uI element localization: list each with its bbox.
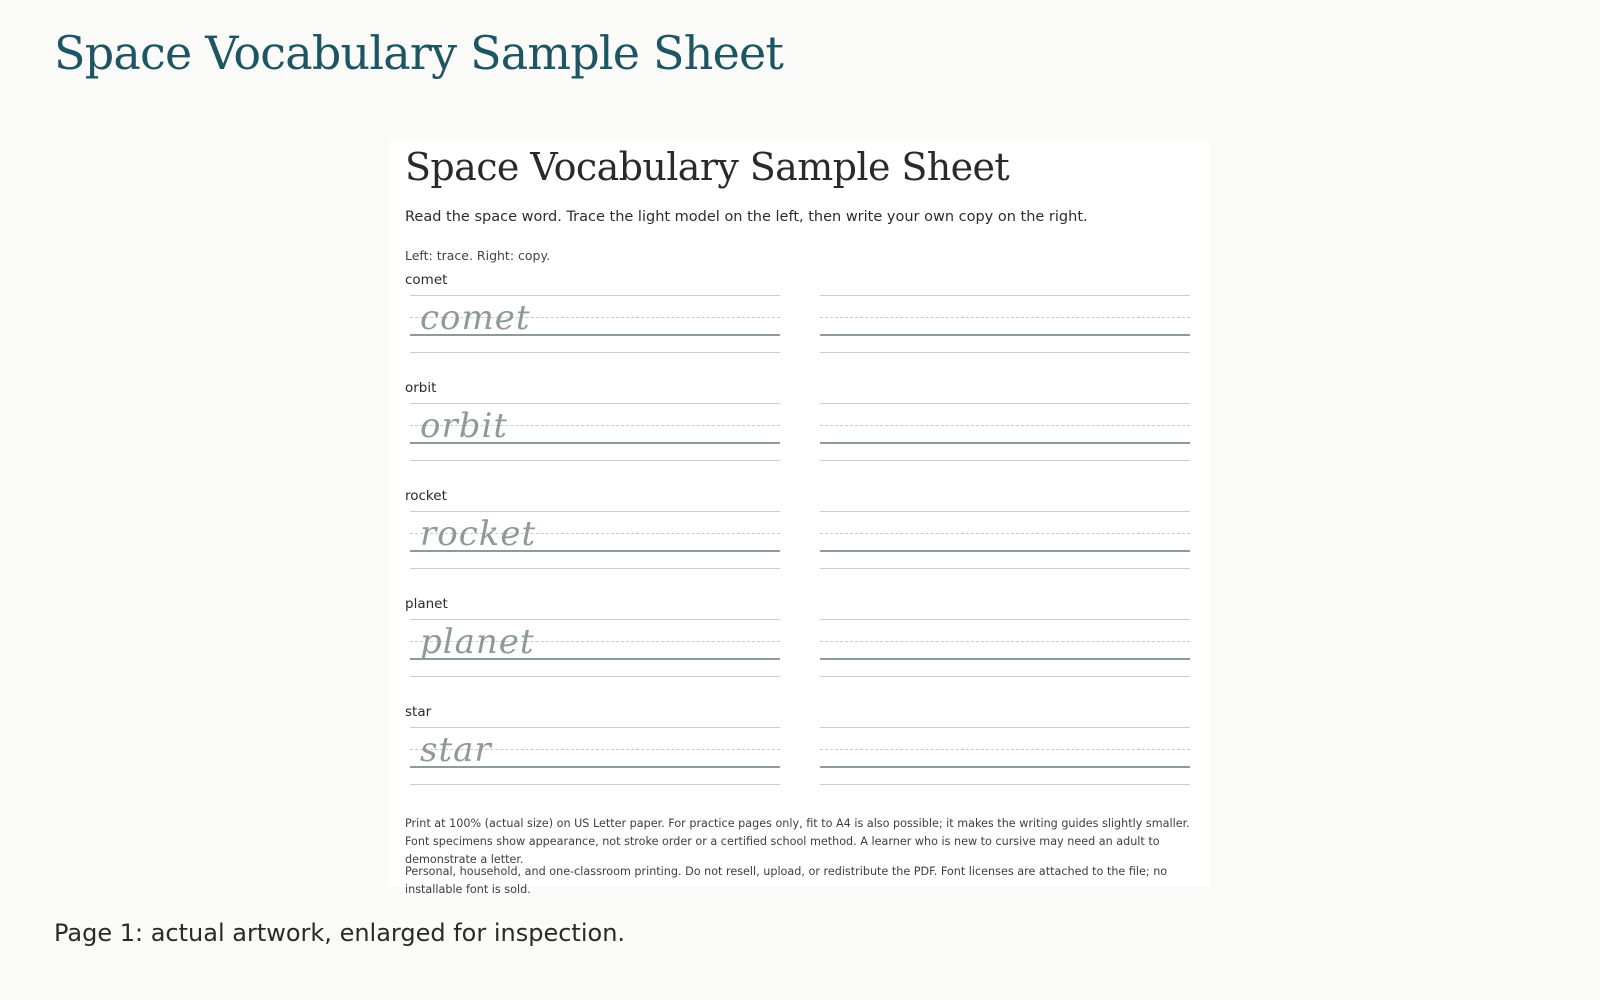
worksheet-preview [389, 141, 1210, 896]
word-label: comet [405, 272, 448, 288]
trace-model-word: star [420, 730, 492, 770]
trace-model-word: comet [420, 298, 531, 338]
word-row [389, 488, 1210, 596]
word-row [389, 704, 1210, 812]
trace-guide [410, 619, 780, 677]
trace-model-word: planet [420, 622, 535, 662]
word-label: rocket [405, 488, 447, 504]
copy-guide [820, 619, 1190, 677]
word-row [389, 380, 1210, 488]
word-label: star [405, 704, 432, 720]
word-label: planet [405, 596, 448, 612]
trace-guide [410, 727, 780, 785]
copy-guide [820, 295, 1190, 353]
worksheet-instructions: Read the space word. Trace the light model on the left, then write your own copy on the right. [405, 209, 1088, 225]
word-label: orbit [405, 380, 437, 396]
trace-guide [410, 511, 780, 569]
print-instructions: Print at 100% (actual size) on US Letter paper. For practice pages only, fit to A4 is also possible; it makes the writing guides slightly smaller. Font specimens show appearance, not stroke order or a certified school method. A learner who is new to cursive may need an adult to demonstrate a letter. [405, 817, 1190, 866]
column-note: Left: trace. Right: copy. [405, 248, 551, 263]
page-title: Space Vocabulary Sample Sheet [54, 26, 784, 80]
license-notice: Personal, household, and one-classroom printing. Do not resell, upload, or redistribute the PDF. Font licenses are attached to the file; no installable font is sold. [405, 865, 1168, 896]
trace-model-word: orbit [420, 406, 509, 446]
preview-caption: Page 1: actual artwork, enlarged for inspection. [54, 919, 626, 947]
trace-guide [410, 295, 780, 353]
copy-guide [820, 727, 1190, 785]
trace-guide [410, 403, 780, 461]
copy-guide [820, 511, 1190, 569]
word-row [389, 596, 1210, 704]
copy-guide [820, 403, 1190, 461]
trace-model-word: rocket [420, 514, 537, 554]
worksheet-title: Space Vocabulary Sample Sheet [405, 145, 1010, 189]
word-row [389, 272, 1210, 380]
